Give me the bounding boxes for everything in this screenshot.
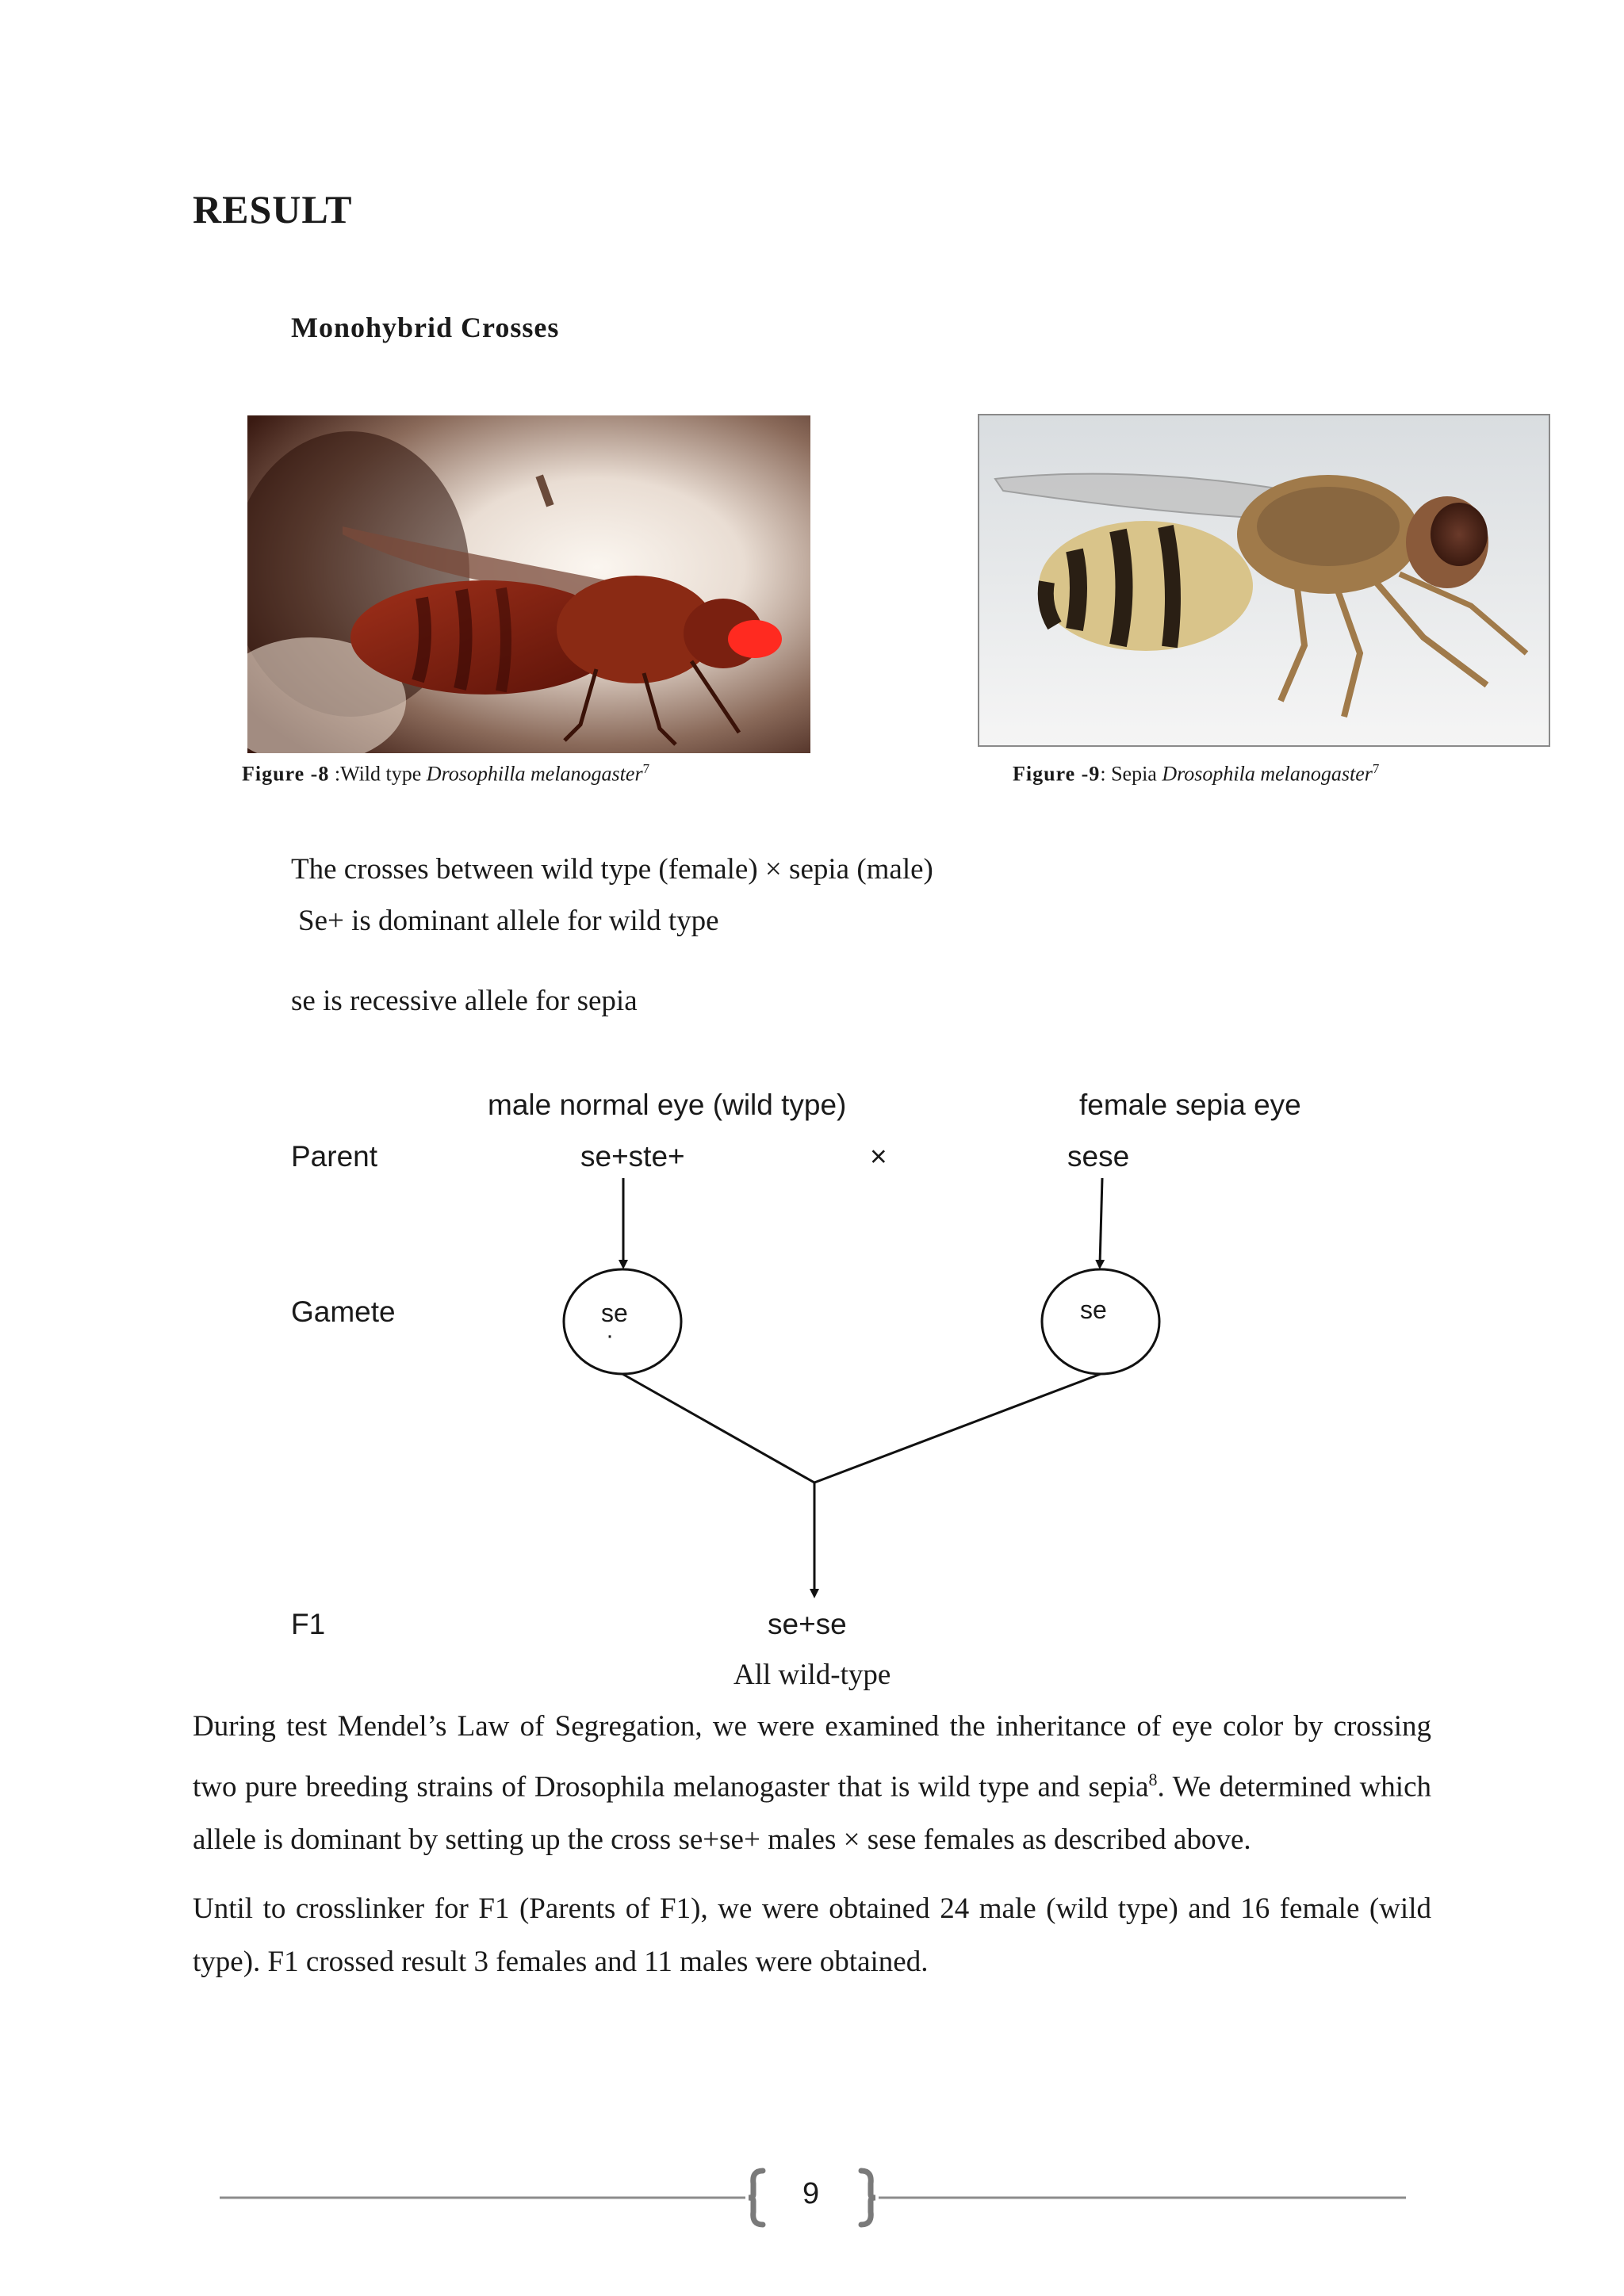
male-genotype: se+ste+ (580, 1140, 685, 1173)
male-gamete-dot: · (606, 1322, 614, 1349)
male-gamete-label: se (601, 1299, 628, 1327)
page-number: 9 (802, 2177, 820, 2210)
row-label-f1: F1 (291, 1608, 326, 1640)
figure-9-caption: Figure -9: Sepia Drosophila melanogaster$^7$ (1013, 761, 1380, 786)
female-branch-line (814, 1374, 1101, 1483)
f1-genotype: se+se (768, 1608, 847, 1640)
subsection-heading: Monohybrid Crosses (291, 312, 560, 343)
male-header: male normal eye (wild type) (488, 1089, 847, 1121)
male-branch-line (622, 1374, 814, 1483)
figure-8-caption: Figure -8 :Wild type Drosophilla melanogaster$^7$ (242, 761, 650, 786)
paragraph-2: Until to crosslinker for F1 (Parents of F1), we were obtained 24 male (wild type) and 16 female (wild type). F1 crossed result 3 females and 11 males were obtained. (193, 1892, 1431, 1978)
intro-line-3: se is recessive allele for sepia (291, 985, 638, 1017)
cross-symbol: × (870, 1140, 887, 1173)
f1-phenotype: All wild-type (733, 1659, 891, 1691)
row-label-gamete: Gamete (291, 1295, 396, 1328)
female-genotype: sese (1067, 1140, 1130, 1173)
intro-line-1: The crosses between wild type (female) × sepia (male) (291, 853, 933, 886)
paragraph-1: During test Mendel’s Law of Segregation, we were examined the inheritance of eye color by crossing two pure breeding strains of Drosophila melanogaster that is wild type and sepia$^8$. We determined which allele is dominant by setting up the cross se+se+ males × sese females as described above. (193, 1710, 1431, 1857)
female-to-gamete-arrow (1100, 1178, 1102, 1265)
female-header: female sepia eye (1079, 1089, 1301, 1121)
intro-line-2: Se+ is dominant allele for wild type (298, 905, 719, 937)
female-gamete-label: se (1080, 1295, 1107, 1324)
row-label-parent: Parent (291, 1140, 378, 1173)
section-heading: RESULT (193, 187, 353, 232)
